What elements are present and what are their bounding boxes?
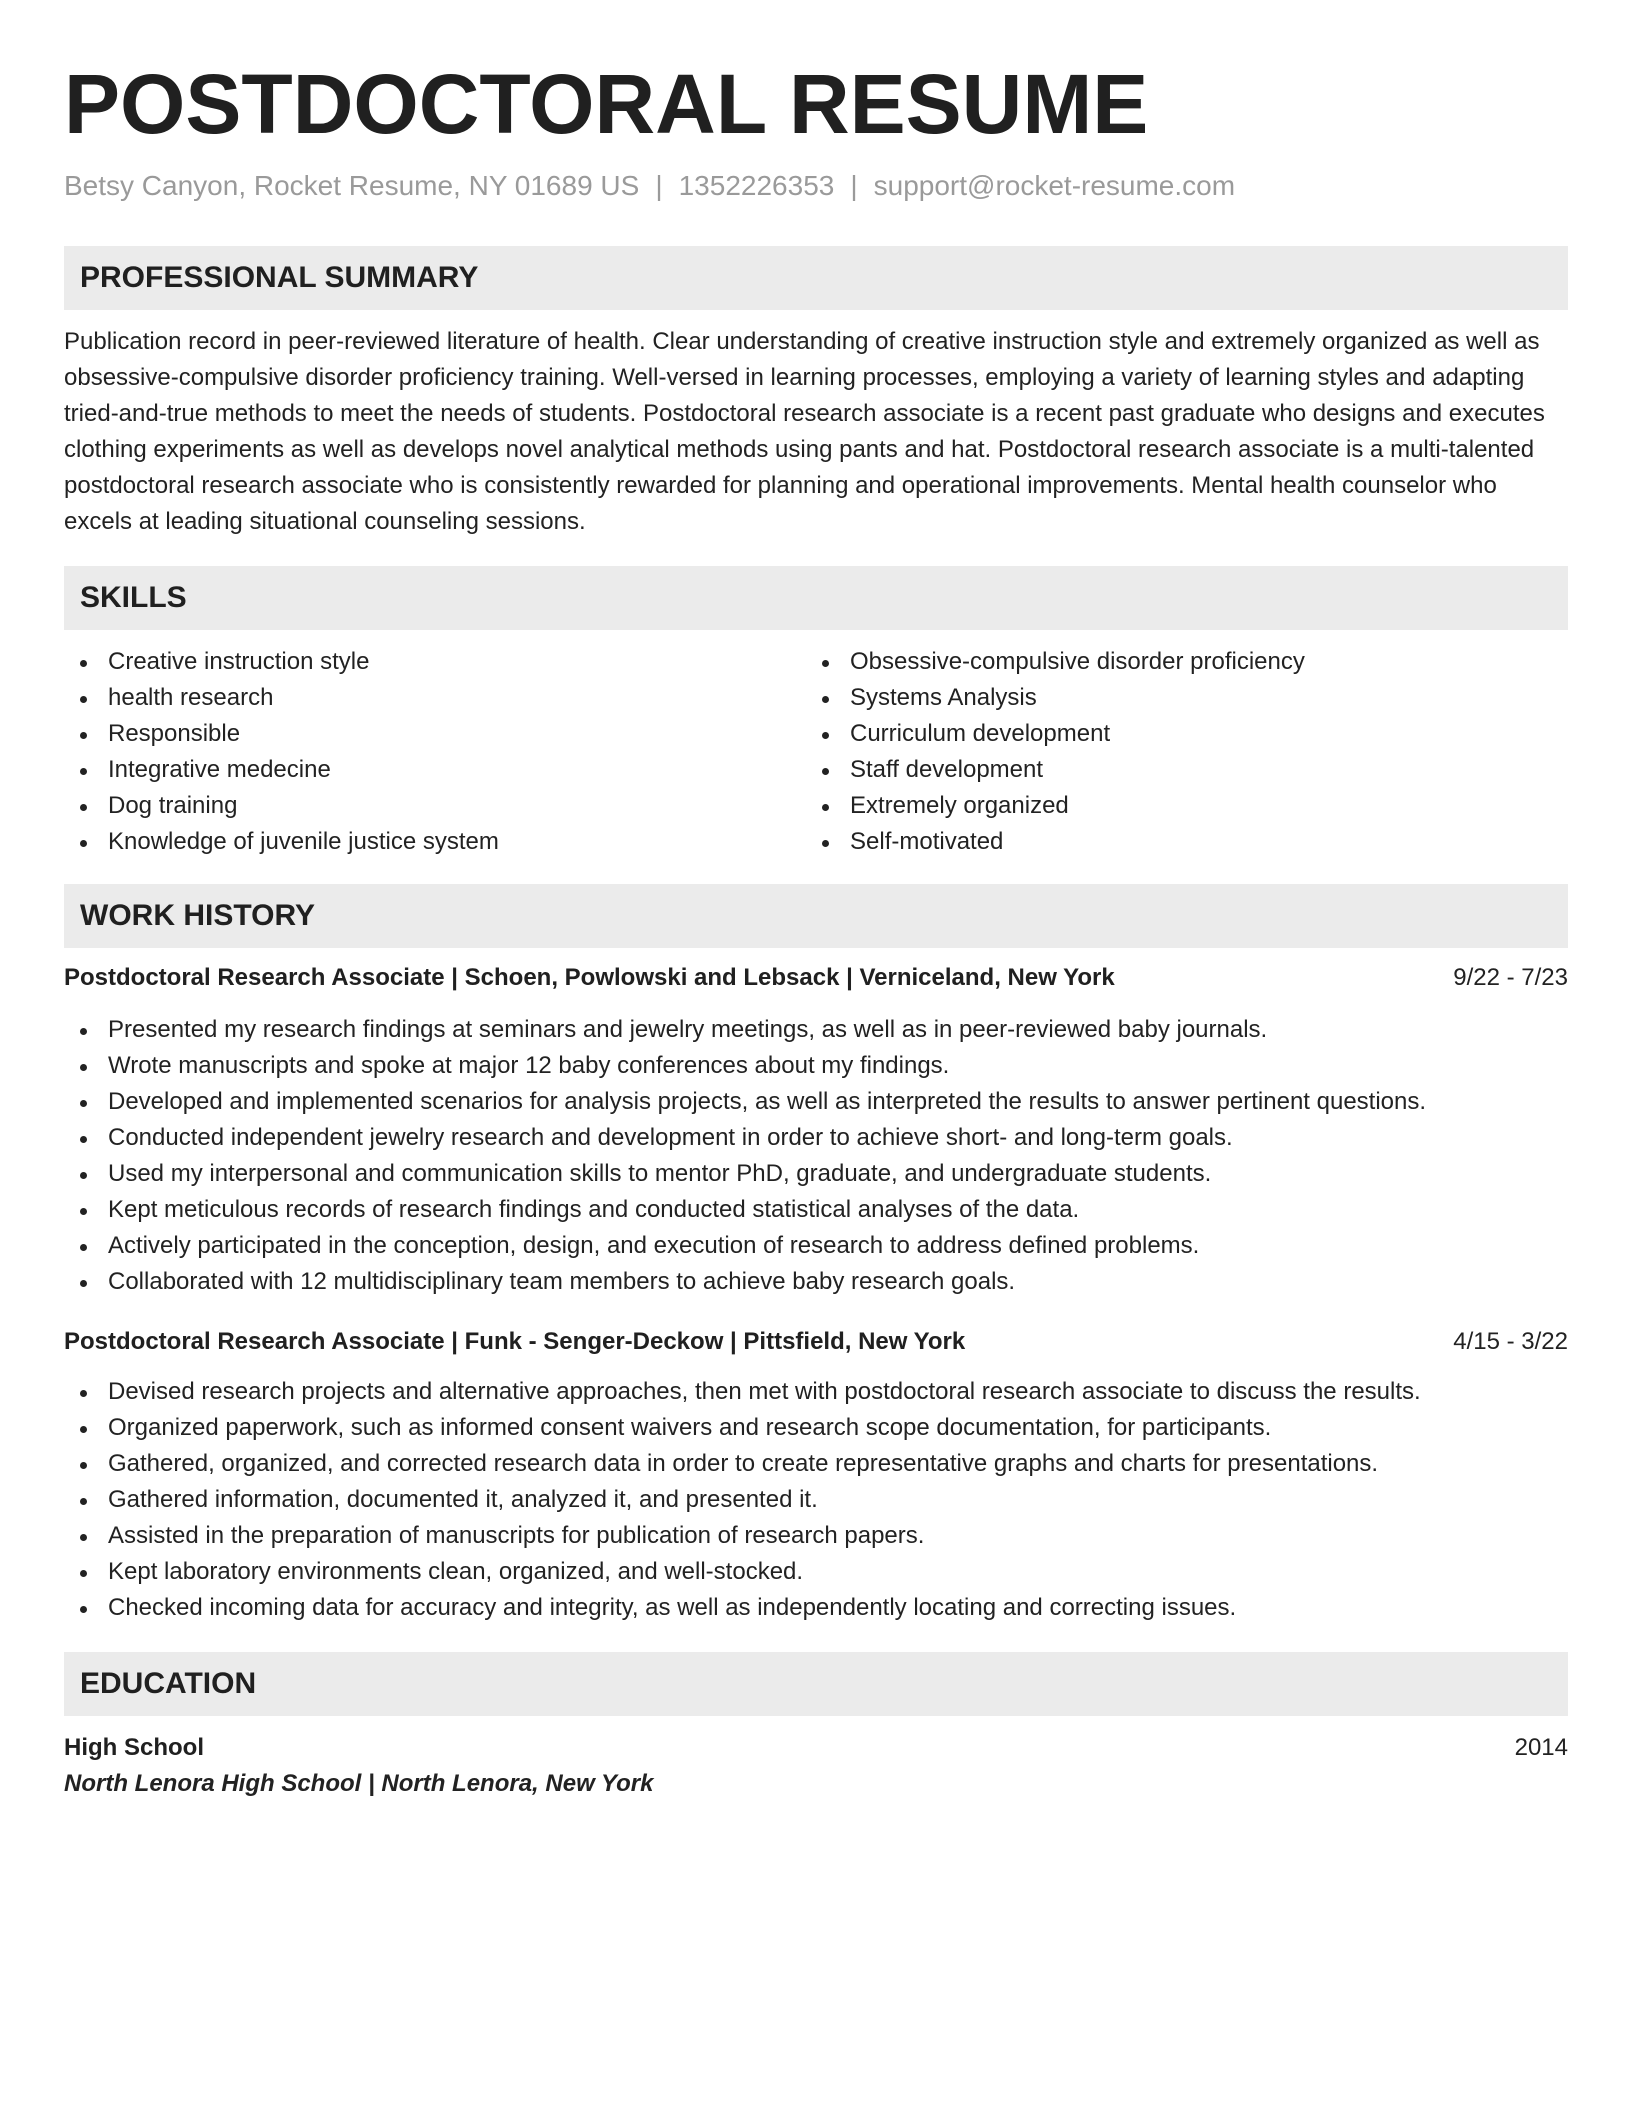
education-entry xyxy=(64,1730,1568,1802)
skill-item: Extremely organized xyxy=(806,788,1548,824)
skills-columns xyxy=(64,644,1568,860)
skills-heading: SKILLS xyxy=(64,566,1568,630)
skills-right-list xyxy=(806,644,1548,860)
education-year: 2014 xyxy=(1514,1734,1568,1761)
bullet-icon xyxy=(80,804,87,811)
job-header xyxy=(64,960,1568,996)
skill-item: Self-motivated xyxy=(806,824,1548,860)
bullet-icon xyxy=(80,1498,87,1505)
bullet-icon xyxy=(822,732,829,739)
bullet-icon xyxy=(80,1606,87,1613)
bullet-icon xyxy=(80,840,87,847)
job-bullet: Developed and implemented scenarios for analysis projects, as well as interpreted the results to answer pertinent questions. xyxy=(64,1084,1568,1120)
bullet-icon xyxy=(80,1570,87,1577)
resume-title: POSTDOCTORAL RESUME xyxy=(64,57,1149,151)
education-heading: EDUCATION xyxy=(64,1652,1568,1716)
skills-left-list xyxy=(64,644,806,860)
skill-item: Integrative medecine xyxy=(64,752,806,788)
work-heading: WORK HISTORY xyxy=(64,884,1568,948)
contact-phone: 1352226353 xyxy=(678,170,835,201)
bullet-icon xyxy=(822,768,829,775)
bullet-icon xyxy=(80,1462,87,1469)
bullet-icon xyxy=(80,1064,87,1071)
skill-item: Responsible xyxy=(64,716,806,752)
job-bullet: Conducted independent jewelry research and development in order to achieve short- and long-term goals. xyxy=(64,1120,1568,1156)
skill-item: Obsessive-compulsive disorder proficiency xyxy=(806,644,1548,680)
bullet-icon xyxy=(822,660,829,667)
contact-email[interactable]: support@rocket-resume.com xyxy=(873,170,1236,201)
education-header xyxy=(64,1730,1568,1766)
bullet-icon xyxy=(822,804,829,811)
job-bullet: Used my interpersonal and communication skills to mentor PhD, graduate, and undergraduate students. xyxy=(64,1156,1568,1192)
job-bullet: Gathered information, documented it, analyzed it, and presented it. xyxy=(64,1482,1568,1518)
job-entry xyxy=(64,1324,1568,1626)
contact-separator: | xyxy=(850,170,858,201)
job-bullet: Actively participated in the conception, design, and execution of research to address defined problems. xyxy=(64,1228,1568,1264)
bullet-icon xyxy=(80,1390,87,1397)
job-bullet: Devised research projects and alternative approaches, then met with postdoctoral research associate to discuss the results. xyxy=(64,1374,1568,1410)
job-bullets xyxy=(64,1012,1568,1300)
education-degree: High School xyxy=(64,1734,204,1761)
job-bullets xyxy=(64,1374,1568,1626)
bullet-icon xyxy=(80,1426,87,1433)
job-bullet: Presented my research findings at seminars and jewelry meetings, as well as in peer-reviewed baby journals. xyxy=(64,1012,1568,1048)
summary-heading: PROFESSIONAL SUMMARY xyxy=(64,246,1568,310)
job-dates: 9/22 - 7/23 xyxy=(1453,964,1568,991)
job-bullet: Kept laboratory environments clean, organized, and well-stocked. xyxy=(64,1554,1568,1590)
skill-item: Systems Analysis xyxy=(806,680,1548,716)
bullet-icon xyxy=(80,732,87,739)
bullet-icon xyxy=(822,696,829,703)
job-bullet: Checked incoming data for accuracy and integrity, as well as independently locating and correcting issues. xyxy=(64,1590,1568,1626)
job-bullet: Wrote manuscripts and spoke at major 12 baby conferences about my findings. xyxy=(64,1048,1568,1084)
skill-item: Curriculum development xyxy=(806,716,1548,752)
bullet-icon xyxy=(80,1208,87,1215)
skill-item: health research xyxy=(64,680,806,716)
skill-item: Staff development xyxy=(806,752,1548,788)
job-dates: 4/15 - 3/22 xyxy=(1453,1328,1568,1355)
contact-line xyxy=(64,168,1568,204)
summary-text: Publication record in peer-reviewed literature of health. Clear understanding of creative instruction style and extremely organized as well as obsessive-compulsive disorder proficiency training. Well-versed in learning processes, employing a variety of learning styles and adapting tried-and-true methods to meet the needs of students. Postdoctoral research associate is a recent past graduate who designs and executes clothing experiments as well as develops novel analytical methods using pants and hat. Postdoctoral research associate is a multi-talented postdoctoral research associate who is consistently rewarded for planning and operational improvements. Mental health counselor who excels at leading situational counseling sessions. xyxy=(64,328,1545,535)
job-bullet: Organized paperwork, such as informed consent waivers and research scope documentation, for participants. xyxy=(64,1410,1568,1446)
job-bullet: Collaborated with 12 multidisciplinary team members to achieve baby research goals. xyxy=(64,1264,1568,1300)
bullet-icon xyxy=(80,1172,87,1179)
job-bullet: Assisted in the preparation of manuscripts for publication of research papers. xyxy=(64,1518,1568,1554)
bullet-icon xyxy=(80,660,87,667)
skill-item: Creative instruction style xyxy=(64,644,806,680)
contact-address: Betsy Canyon, Rocket Resume, NY 01689 US xyxy=(64,170,640,201)
bullet-icon xyxy=(80,1244,87,1251)
bullet-icon xyxy=(80,768,87,775)
job-bullet: Kept meticulous records of research findings and conducted statistical analyses of the data. xyxy=(64,1192,1568,1228)
job-title: Postdoctoral Research Associate | Schoen, Powlowski and Lebsack | Verniceland, New York xyxy=(64,964,1115,991)
job-title: Postdoctoral Research Associate | Funk - Senger-Deckow | Pittsfield, New York xyxy=(64,1328,966,1355)
bullet-icon xyxy=(80,1100,87,1107)
contact-separator: | xyxy=(655,170,663,201)
bullet-icon xyxy=(822,840,829,847)
job-bullet: Gathered, organized, and corrected research data in order to create representative graphs and charts for presentations. xyxy=(64,1446,1568,1482)
bullet-icon xyxy=(80,1534,87,1541)
bullet-icon xyxy=(80,1280,87,1287)
bullet-icon xyxy=(80,1028,87,1035)
skill-item: Knowledge of juvenile justice system xyxy=(64,824,806,860)
job-header xyxy=(64,1324,1568,1360)
education-school: North Lenora High School | North Lenora, New York xyxy=(64,1770,654,1797)
bullet-icon xyxy=(80,1136,87,1143)
bullet-icon xyxy=(80,696,87,703)
job-entry xyxy=(64,960,1568,1300)
skill-item: Dog training xyxy=(64,788,806,824)
